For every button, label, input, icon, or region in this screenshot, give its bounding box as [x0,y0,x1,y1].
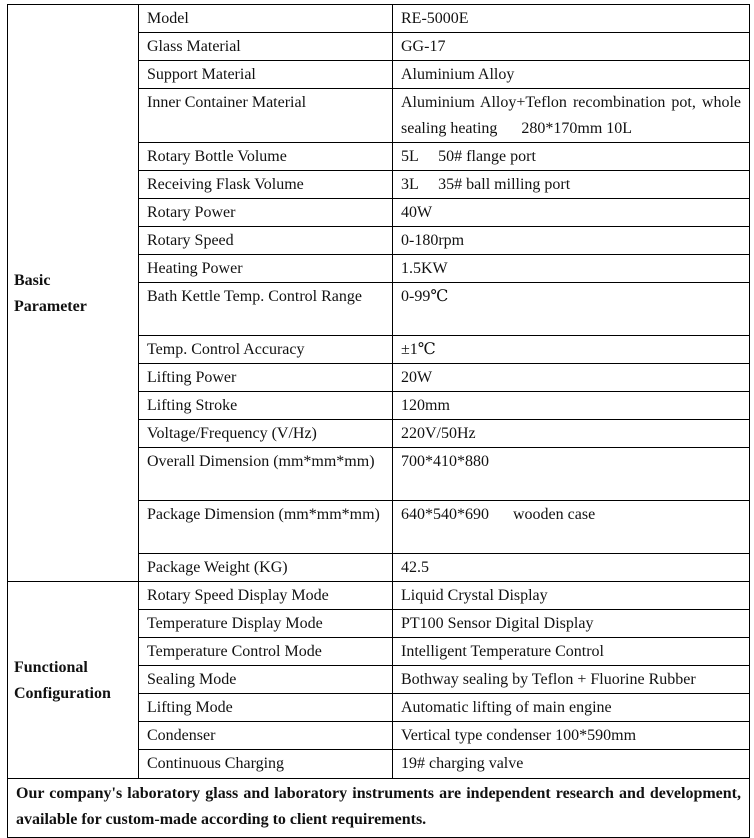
row-value: Vertical type condenser 100*590mm [393,722,750,750]
spec-table [7,4,750,838]
row-value: RE-5000E [393,5,750,33]
table-row [8,5,750,33]
group-functional-configuration [8,582,139,779]
row-label: Rotary Speed [139,227,393,255]
row-label: Lifting Stroke [139,392,393,420]
row-label: Bath Kettle Temp. Control Range [139,283,393,336]
row-label: Temperature Control Mode [139,638,393,666]
row-label: Rotary Bottle Volume [139,143,393,171]
row-value: 0-180rpm [393,227,750,255]
row-label: Heating Power [139,255,393,283]
group-basic-parameter [8,5,139,582]
row-value: 20W [393,364,750,392]
row-value: 700*410*880 [393,448,750,501]
row-value: Aluminium Alloy [393,61,750,89]
row-value: 42.5 [393,554,750,582]
row-value: Liquid Crystal Display [393,582,750,610]
row-value: 0-99℃ [393,283,750,336]
row-value: Intelligent Temperature Control [393,638,750,666]
row-label: Receiving Flask Volume [139,171,393,199]
row-value: 3L 35# ball milling port [393,171,750,199]
row-label: Inner Container Material [139,89,393,143]
table-row [8,582,750,610]
row-label: Rotary Speed Display Mode [139,582,393,610]
row-value: Bothway sealing by Teflon + Fluorine Rubber [393,666,750,694]
row-value: 640*540*690 wooden case [393,501,750,554]
row-label: Package Weight (KG) [139,554,393,582]
row-value: 120mm [393,392,750,420]
row-value: 5L 50# flange port [393,143,750,171]
row-label: Support Material [139,61,393,89]
group-label-line: Parameter [14,297,87,315]
row-value: GG-17 [393,33,750,61]
row-label: Condenser [139,722,393,750]
row-label: Sealing Mode [139,666,393,694]
row-label: Model [139,5,393,33]
row-label: Continuous Charging [139,750,393,779]
row-label: Rotary Power [139,199,393,227]
row-label: Voltage/Frequency (V/Hz) [139,420,393,448]
row-label: Temp. Control Accuracy [139,336,393,364]
row-value: 19# charging valve [393,750,750,779]
row-value: 1.5KW [393,255,750,283]
row-value: PT100 Sensor Digital Display [393,610,750,638]
row-label: Overall Dimension (mm*mm*mm) [139,448,393,501]
group-label-line: Basic [14,271,51,289]
row-label: Package Dimension (mm*mm*mm) [139,501,393,554]
row-value: Aluminium Alloy+Teflon recombination pot, whole sealing heating 280*170mm 10L [393,89,750,143]
footer-row [8,779,750,838]
row-value: 220V/50Hz [393,420,750,448]
company-note: Our company's laboratory glass and laboratory instruments are independent research and development, available for custom-made according to client requirements. [8,779,750,838]
group-label-line: Functional [14,658,88,676]
row-label: Lifting Mode [139,694,393,722]
row-value: 40W [393,199,750,227]
spec-sheet [7,4,749,838]
row-label: Lifting Power [139,364,393,392]
row-value: ±1℃ [393,336,750,364]
row-label: Temperature Display Mode [139,610,393,638]
group-label-line: Configuration [14,684,111,702]
row-label: Glass Material [139,33,393,61]
row-value: Automatic lifting of main engine [393,694,750,722]
